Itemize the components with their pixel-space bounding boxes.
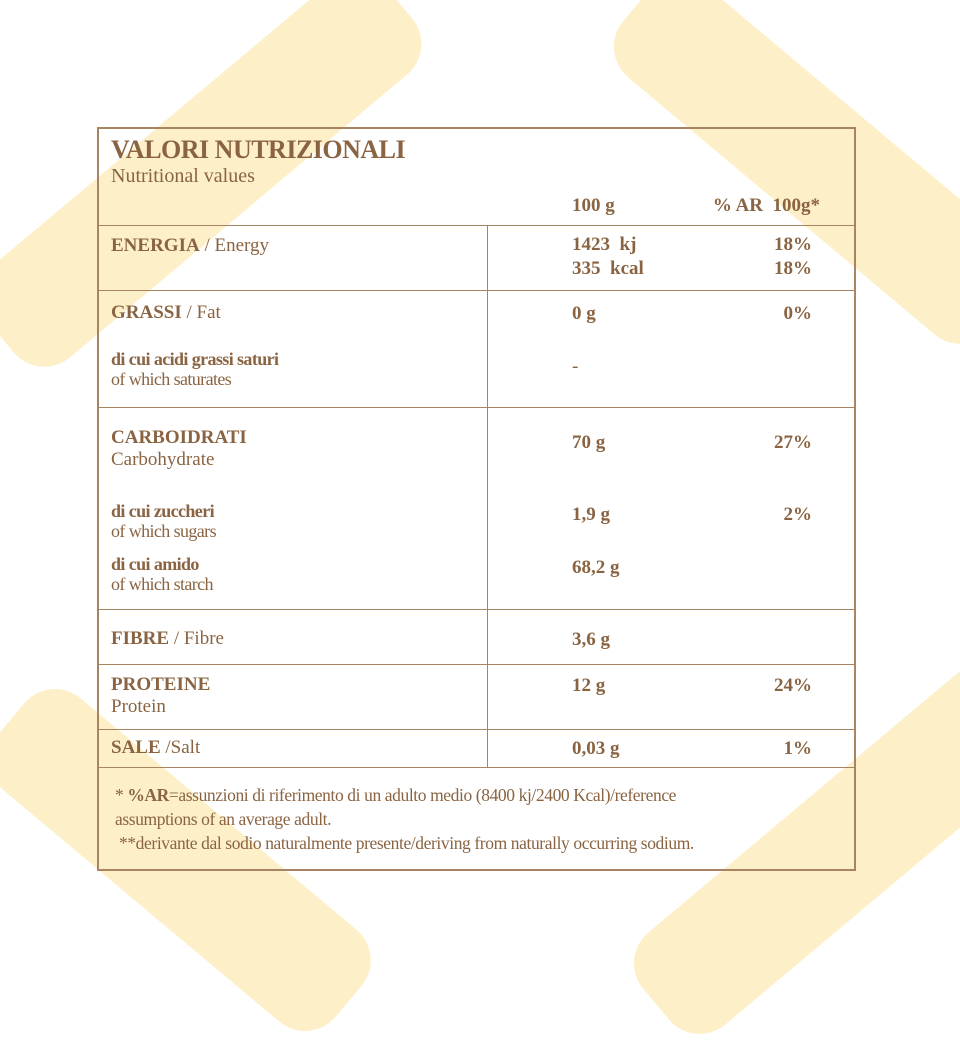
footnote-line-1-text: =assunzioni di riferimento di un adulto medio (8400 kj/2400 Kcal)/reference	[168, 785, 677, 805]
divider	[99, 609, 854, 610]
footnote-line-2: assumptions of an average adult.	[115, 809, 332, 829]
table-header	[111, 135, 405, 187]
fat-value: 0 g	[572, 303, 596, 324]
sugars-pct: 2%	[783, 504, 812, 525]
protein-pct: 24%	[774, 675, 812, 696]
energy-kcal-value: 335 kcal	[572, 258, 644, 279]
energy-label-en: / Energy	[204, 235, 269, 256]
energy-kj-pct: 18%	[774, 234, 812, 255]
footnote-asterisk: *	[115, 785, 128, 805]
fat-label-it: GRASSI	[111, 302, 182, 323]
divider	[99, 767, 854, 768]
nutrition-table	[97, 127, 856, 871]
carbs-label-it: CARBOIDRATI	[111, 427, 247, 448]
saturates-label-it: di cui acidi grassi saturi	[111, 349, 279, 369]
fibre-label	[111, 628, 224, 650]
salt-label-en: /Salt	[165, 737, 201, 758]
fibre-label-it: FIBRE	[111, 628, 170, 649]
sugars-label-it: di cui zuccheri	[111, 501, 214, 521]
salt-label-it: SALE	[111, 737, 161, 758]
starch-label	[111, 554, 213, 594]
salt-pct: 1%	[783, 738, 812, 759]
footnote	[115, 783, 845, 855]
salt-value: 0,03 g	[572, 738, 620, 759]
table-subtitle: Nutritional values	[111, 165, 255, 187]
carbs-value: 70 g	[572, 432, 606, 453]
divider	[99, 290, 854, 291]
divider	[99, 664, 854, 665]
energy-kcal-pct: 18%	[774, 258, 812, 279]
energy-label-it: ENERGIA	[111, 235, 200, 256]
salt-label	[111, 737, 200, 759]
protein-value: 12 g	[572, 675, 606, 696]
divider	[99, 407, 854, 408]
energy-label	[111, 235, 269, 257]
energy-kj-value: 1423 kj	[572, 234, 637, 255]
carbs-pct: 27%	[774, 432, 812, 453]
column-divider	[487, 225, 488, 767]
starch-label-en: of which starch	[111, 574, 213, 594]
sugars-label-en: of which sugars	[111, 521, 216, 541]
fat-label	[111, 302, 221, 324]
footnote-ar: %AR	[127, 785, 169, 805]
footnote-line-1	[115, 783, 845, 807]
footnote-line-3: **derivante dal sodio naturalmente presente/deriving from naturally occurring sodium.	[115, 833, 694, 853]
carbs-label	[111, 427, 247, 471]
table-title: VALORI NUTRIZIONALI	[111, 135, 406, 164]
carbs-label-en: Carbohydrate	[111, 449, 215, 470]
column-header-ar: % AR 100g*	[712, 195, 820, 216]
saturates-label	[111, 349, 278, 389]
fat-label-en: / Fat	[186, 302, 221, 323]
saturates-value: -	[572, 356, 579, 377]
starch-label-it: di cui amido	[111, 554, 199, 574]
divider	[99, 729, 854, 730]
fat-pct: 0%	[783, 303, 812, 324]
saturates-label-en: of which saturates	[111, 369, 232, 389]
protein-label-en: Protein	[111, 696, 166, 717]
column-header-value: 100 g	[572, 195, 615, 216]
protein-label-it: PROTEINE	[111, 674, 211, 695]
starch-value: 68,2 g	[572, 557, 620, 578]
fibre-label-en: / Fibre	[173, 628, 224, 649]
sugars-label	[111, 501, 216, 541]
sugars-value: 1,9 g	[572, 504, 610, 525]
protein-label	[111, 674, 210, 718]
fibre-value: 3,6 g	[572, 629, 610, 650]
divider	[99, 225, 854, 226]
